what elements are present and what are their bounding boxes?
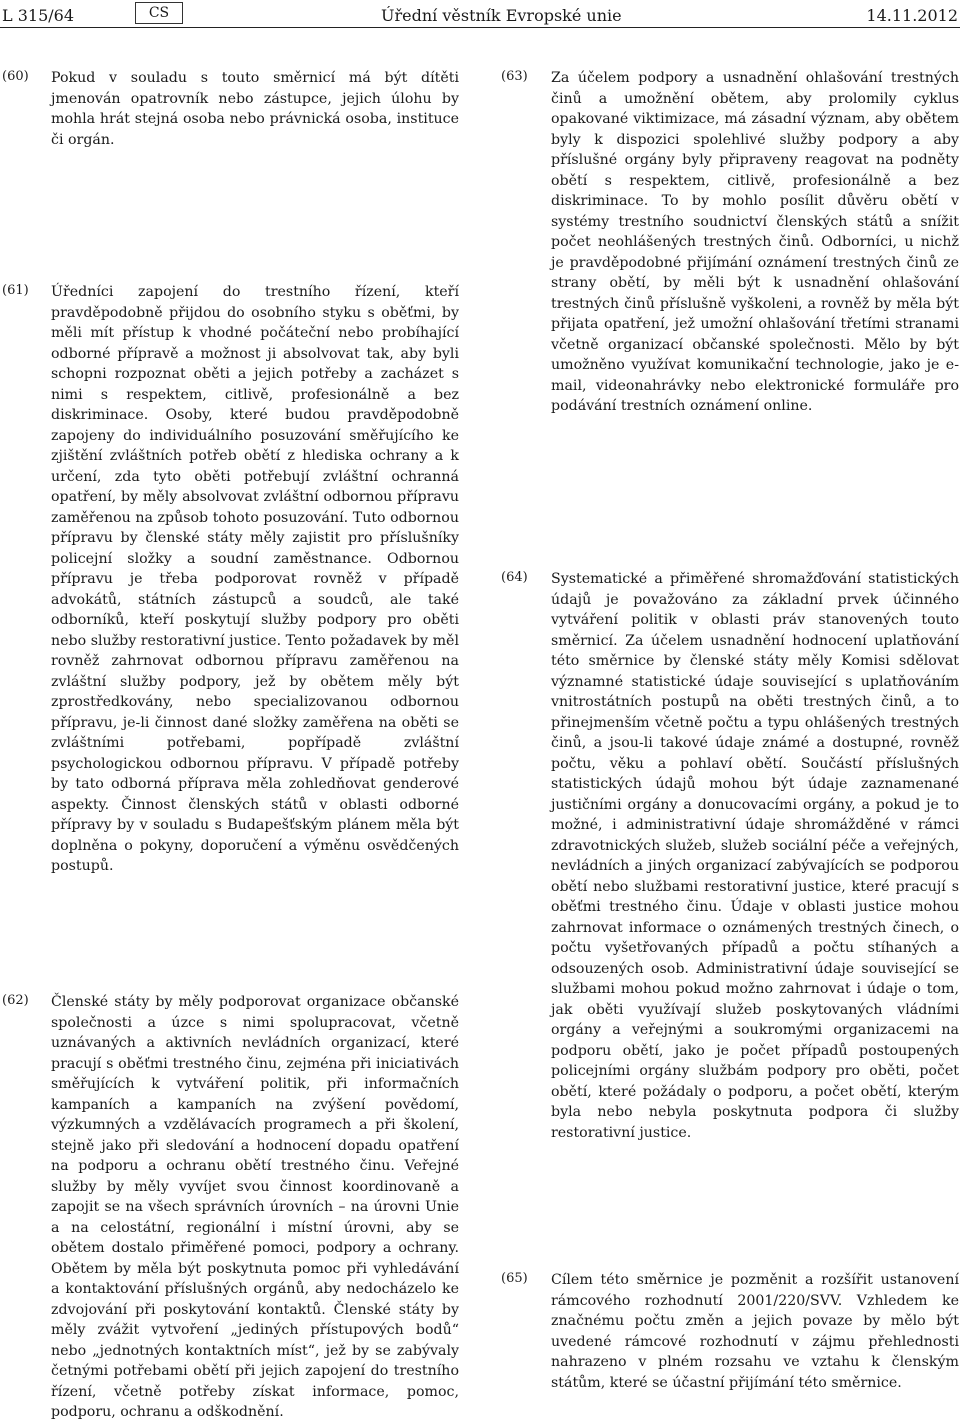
recital-number: (65) [501,1271,528,1286]
journal-title: Úřední věstník Evropské unie [381,6,622,25]
recital-63 [501,68,959,417]
recital-61 [2,282,459,877]
page-reference: L 315/64 [2,6,74,25]
recital-64 [501,569,959,1143]
recital-text: Cílem této směrnice je pozměnit a rozšířit ustanovení rámcového rozhodnutí 2001/220/SVV. Vzhledem ke značnému počtu změn a jejich povaze by mělo být uvedené rámcové rozhodnutí v zájmu přehlednosti nahrazeno v plném rozsahu ve vztahu k členským státům, které se účastní přijímání této směrnice. [551,1272,959,1391]
recital-text: Pokud v souladu s touto směrnicí má být dítěti jmenován opatrovník nebo zástupce, jejich úlohu by mohla hrát stejná osoba nebo právnická osoba, instituce či orgán. [51,70,459,148]
recital-62 [2,992,459,1423]
recital-text: Úředníci zapojení do trestního řízení, kteří pravděpodobně přijdou do osobního styku s oběťmi, by měli mít přístup k vhodné počáteční nebo probíhající odborné přípravě a možnost ji absolvovat tak, aby byli schopni rozpoznat oběti a jejich potřeby a zacházet s nimi s respektem, citlivě, profesionálně a bez diskriminace. Osoby, které budou pravděpodobně zapojeny do individuálního posuzování směřujícího ke zjištění zvláštních potřeb obětí z hlediska ochrany a k určení, zda tyto oběti potřebují zvláštní ochranná opatření, by měly absolvovat zvláštní odbornou přípravu zaměřenou na způsob tohoto posuzování. Tuto odbornou přípravu by členské státy měly zajistit pro příslušníky policejní složky a soudní zaměstnance. Odbornou přípravu je třeba podporovat rovněž v případě advokátů, státních zástupců a soudců, ale také odborníků, kteří poskytují služby podpory pro oběti nebo služby restorativní justice. Tento požadavek by měl rovněž zahrnovat odbornou přípravu zaměřenou na zvláštní služby podpory, jež by obětem měly být zprostředkovány, nebo specializovanou odbornou přípravu, je-li činnost dané složky zaměřena na oběti se zvláštními potřebami, popřípadě zvláštní psychologickou odbornou přípravu. V případě potřeby by tato odborná příprava měla zohledňovat genderové aspekty. Činnost členských států v oblasti odborné přípravy by v souladu s Budapešťským plánem měla být doplněna o pokyny, doporučení a výměnu osvědčených postupů. [51,284,459,874]
language-code-box: CS [135,2,183,24]
recital-60 [2,68,459,150]
recital-number: (62) [2,993,29,1008]
recital-text: Členské státy by měly podporovat organizace občanské společnosti a úzce s nimi spolupracovat, včetně uznávaných a aktivních nevládních organizací, které pracují s oběťmi trestného činu, zejména při iniciativách směřujících k vytváření politik, při informačních kampaních a kampaních na zvýšení povědomí, výzkumných a vzdělávacích programech a při školení, stejně jako při sledování a hodnocení dopadu opatření na podporu a ochranu obětí trestného činu. Veřejné služby by měly vyvíjet svou činnost koordinovaně a zapojit se na všech správních úrovních – na úrovni Unie a na celostátní, regionální i místní úrovni, aby se obětem dostalo přiměřené pomoci, podpory a ochrany. Obětem by měla být poskytnuta pomoc při vyhledávání a kontaktování příslušných orgánů, aby nedocházelo ke zdvojování při poskytování kontaktů. Členské státy by měly zvážit vytvoření „jediných přístupových bodů“ nebo „jednotných kontaktních míst“, jež by se zabývaly četnými potřebami obětí při jejich zapojení do trestního řízení, včetně potřeby získat informace, pomoc, podporu, ochranu a odškodnění. [51,994,459,1420]
recital-text: Systematické a přiměřené shromažďování statistických údajů je považováno za základní prvek účinného vytváření politik v oblasti práv stanovených touto směrnicí. Za účelem usnadnění hodnocení uplatňování této směrnice by členské státy měly Komisi sdělovat významné statistické údaje související s uplatňováním vnitrostátních postupů na oběti trestných činů, a to přinejmenším včetně počtu a typu ohlášených trestných činů, a jsou-li takové údaje známé a dostupné, rovněž počtu, věku a pohlaví obětí. Součástí příslušných statistických údajů mohou být údaje zaznamenané justičními orgány a donucovacími orgány, a pokud je to možné, i administrativní údaje shromážděné v rámci zdravotnických služeb, služeb sociální péče a veřejných, nevládních a jiných organizací zabývajících se podporou obětí nebo službami restorativní justice, které pracují s oběťmi trestného činu. Údaje v oblasti justice mohou zahrnovat informace o oznámených trestných činech, o počtu vyšetřovaných případů a počtu stíhaných a odsouzených osob. Administrativní údaje související se službami mohou pokud možno zahrnovat i údaje o tom, jak oběti využívají služeb poskytovaných vládními orgány a veřejnými a soukromými organizacemi na podporu obětí, jako je počet případů postoupených policejními orgány službám podpory pro oběti, počet obětí, které požádaly o podporu, a počet obětí, kterým byla nebo nebyla poskytnuta podpora či služby restorativní justice. [551,571,959,1141]
recital-number: (63) [501,69,528,84]
recital-text: Za účelem podpory a usnadnění ohlašování trestných činů a umožnění obětem, aby prolomily cyklus opakované viktimizace, má zásadní význam, aby obětem byly k dispozici spolehlivé služby podpory a aby příslušné orgány byly připraveny reagovat na podněty obětí s respektem, citlivě, profesionálně a bez diskriminace. To by mohlo posílit důvěru obětí v systémy trestního soudnictví členských států a snížit počet neohlášených trestných činů. Odborníci, u nichž je pravděpodobné přijímání oznámení trestných činů ze strany obětí, by měli být k usnadnění ohlašování trestných činů příslušně vyškoleni, a rovněž by měla být přijata opatření, jež umožní ohlašování třetími stranami včetně organizací občanské společnosti. Mělo by být umožněno využívat komunikační technologie, jako je e-mail, videonahrávky nebo elektronické formuláře pro podávání trestních oznámení online. [551,70,959,414]
publication-date: 14.11.2012 [866,6,958,25]
recital-number: (61) [2,283,29,298]
recital-65 [501,1270,959,1393]
page-header [0,0,960,30]
header-divider [0,27,960,28]
recital-number: (60) [2,69,29,84]
recital-number: (64) [501,570,528,585]
